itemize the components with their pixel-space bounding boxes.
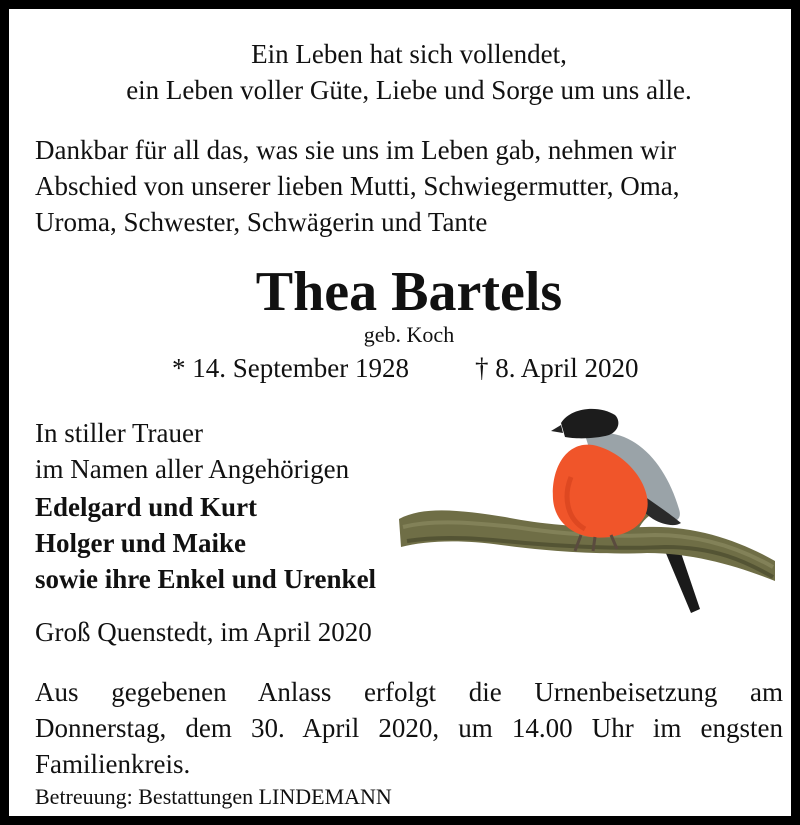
birth-date: * 14. September 1928 [172, 353, 409, 383]
funeral-home-credit: Betreuung: Bestattungen LINDEMANN [35, 784, 392, 809]
place-and-date: Groß Quenstedt, im April 2020 [35, 617, 372, 647]
notice-line-3: Familienkreis. [35, 749, 191, 779]
thanks-line-1: Dankbar für all das, was sie uns im Leben gab, nehmen wir [35, 135, 677, 165]
bullfinch-image [395, 401, 781, 623]
intro-line-2: ein Leben voller Güte, Liebe und Sorge um uns alle. [126, 75, 692, 105]
family-line-2: Holger und Maike [35, 528, 247, 558]
deceased-name: Thea Bartels [255, 261, 563, 323]
mourning-line-2: im Namen aller Angehörigen [35, 454, 350, 484]
thanks-line-2: Abschied von unserer lieben Mutti, Schwiegermutter, Oma, [35, 171, 680, 201]
thanks-line-3: Uroma, Schwester, Schwägerin und Tante [35, 207, 488, 237]
family-line-1: Edelgard und Kurt [35, 492, 258, 522]
family-line-3: sowie ihre Enkel und Urenkel [35, 564, 377, 594]
death-date: † 8. April 2020 [475, 353, 639, 383]
birth-name: geb. Koch [363, 322, 455, 347]
intro-line-1: Ein Leben hat sich vollendet, [251, 39, 567, 69]
notice-line-2: Donnerstag, dem 30. April 2020, um 14.00 Uhr im engsten [35, 713, 783, 743]
mourning-line-1: In stiller Trauer [35, 418, 203, 448]
notice-line-1: Aus gegebenen Anlass erfolgt die Urnenbeisetzung am [35, 677, 783, 707]
